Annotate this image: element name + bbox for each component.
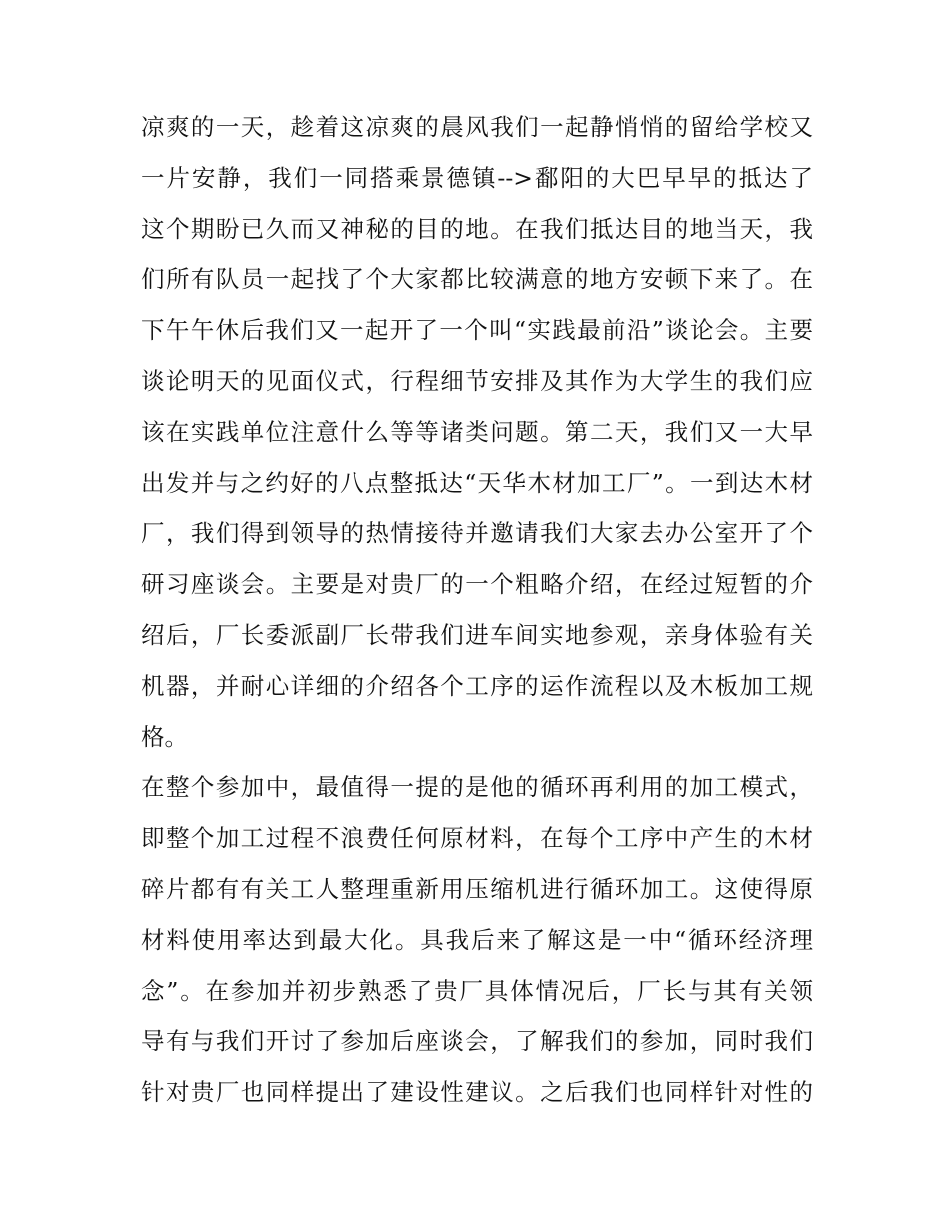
- text-line-14: 在整个参加中，最值得一提的是他的循环再利用的加工模式，: [141, 773, 813, 802]
- text-line-3: 这个期盼已久而又神秘的目的地。在我们抵达目的地当天，我: [141, 214, 813, 243]
- text-line-11: 绍后，厂长委派副厂长带我们进车间实地参观，亲身体验有关: [141, 620, 813, 649]
- text-line-9: 厂，我们得到领导的热情接待并邀请我们大家去办公室开了个: [141, 519, 813, 548]
- text-line-6: 谈论明天的见面仪式，行程细节安排及其作为大学生的我们应: [141, 366, 813, 395]
- text-line-1: 凉爽的一天，趁着这凉爽的晨风我们一起静悄悄的留给学校又: [141, 113, 813, 141]
- text-line-15: 即整个加工过程不浪费任何原材料，在每个工序中产生的木材: [141, 824, 813, 853]
- text-line-12: 机器，并耐心详细的介绍各个工序的运作流程以及木板加工规: [141, 671, 813, 700]
- text-line-13: 格。: [141, 722, 188, 751]
- body-text: [141, 102, 813, 1118]
- text-line-5: 下午午休后我们又一起开了一个叫“实践最前沿”谈论会。主要: [141, 316, 813, 345]
- text-line-4: 们所有队员一起找了个大家都比较满意的地方安顿下来了。在: [141, 265, 813, 294]
- text-line-2: 一片安静，我们一同搭乘景德镇-->鄱阳的大巴早早的抵达了: [141, 163, 813, 192]
- text-line-7: 该在实践单位注意什么等等诸类问题。第二天，我们又一大早: [141, 417, 813, 446]
- text-line-10: 研习座谈会。主要是对贵厂的一个粗略介绍，在经过短暂的介: [141, 570, 813, 599]
- text-line-19: 导有与我们开讨了参加后座谈会，了解我们的参加，同时我们: [141, 1027, 813, 1056]
- text-line-8: 出发并与之约好的八点整抵达“天华木材加工厂”。一到达木材: [141, 468, 813, 497]
- text-line-18: 念”。在参加并初步熟悉了贵厂具体情况后，厂长与其有关领: [141, 976, 813, 1005]
- text-line-20: 针对贵厂也同样提出了建设性建议。之后我们也同样针对性的: [141, 1078, 813, 1107]
- text-line-17: 材料使用率达到最大化。具我后来了解这是一中“循环经济理: [141, 925, 813, 954]
- text-line-16: 碎片都有有关工人整理重新用压缩机进行循环加工。这使得原: [141, 874, 813, 903]
